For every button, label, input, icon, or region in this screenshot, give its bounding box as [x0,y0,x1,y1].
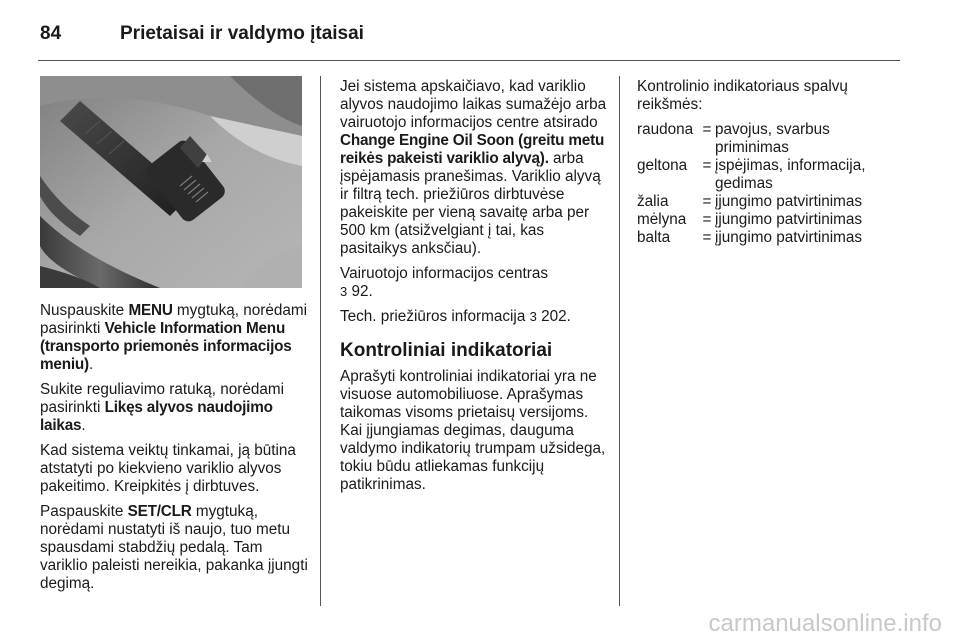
equals-sign: = [702,193,712,210]
text-span: mygtuką, norėdami pasirinkti [40,302,308,337]
table-row [637,121,907,157]
page-ref[interactable]: 92. [351,283,373,300]
paragraph-dic-ref [340,265,608,301]
color-name: žalia [637,193,669,210]
text-span: Vairuotojo informacijos centras [340,265,549,282]
color-name: mėlyna [637,211,687,228]
watermark: carmanualsonline.info [708,610,942,637]
text-span: Sukite reguliavimo ratuką, norėdami pasirinkti [40,381,285,416]
table-row [637,211,907,229]
set-clr-label: SET/CLR [127,503,192,520]
color-meaning: įjungimo patvirtinimas [715,193,863,210]
text-span: . [88,356,94,373]
equals-sign: = [702,121,712,138]
text-span: mygtuką, norėdami nustatyti iš naujo, tuo metu spausdami stabdžių pedalą. Tam variklio paleisti nereikia, pakanka įjungti degimą. [40,503,308,592]
color-name: raudona [637,121,694,138]
page-header [40,14,920,54]
change-oil-message: Change Engine Oil Soon (greitu metu reikės pakeisti variklio alyvą). [340,132,605,167]
page-title: Prietaisai ir valdymo įtaisai [120,23,364,44]
paragraph-oil-change [340,78,608,258]
paragraph-set-clr [40,503,310,593]
oil-life-label: Likęs alyvos naudojimo laikas [40,399,273,434]
page-ref-icon: 3 [340,284,348,299]
color-meaning-table [637,121,907,247]
color-meaning: įjungimo patvirtinimas [715,229,863,246]
header-rule [38,60,900,61]
equals-sign: = [702,157,712,174]
text-span: Paspauskite [40,503,128,520]
color-name: balta [637,229,671,246]
table-row [637,229,907,247]
color-meaning: įjungimo patvirtinimas [715,211,863,228]
equals-sign: = [702,229,712,246]
text-span: arba įspėjamasis pranešimas. Variklio alyvą ir filtrą tech. priežiūros dirbtuvėse pakeiskite per vieną savaitę arba per 500 km (atsižvelgiant į tai, kas pasitaikys anksčiau). [340,150,601,257]
page-ref[interactable]: 202. [541,308,571,325]
column-2 [340,78,608,501]
text-span: . [81,417,86,434]
paragraph-indicators: Aprašyti kontroliniai indikatoriai yra ne visuose automobiliuose. Aprašymas taikomas visoms prietaisų versijoms. Kai įjungiamas degimas, dauguma valdymo indikatorių trumpam užsidega, tokiu būdu atliekamas funkcijų patikrinimas. [340,368,606,493]
paragraph-reset-info: Kad sistema veiktų tinkamai, ją būtina atstatyti po kiekvieno variklio alyvos pakeitimo. Kreipkitės į dirbtuves. [40,442,296,495]
color-meaning: įspėjimas, informacija, gedimas [715,157,866,192]
table-row [637,157,907,193]
page-ref-icon: 3 [529,309,537,324]
menu-label: MENU [128,302,173,319]
equals-sign: = [702,211,712,228]
paragraph-oil-life [40,381,310,435]
color-name: geltona [637,157,688,174]
text-span: Nuspauskite [40,302,129,319]
color-meaning: pavojus, svarbus priminimas [715,121,830,156]
page-number: 84 [40,23,62,44]
vehicle-info-menu-label: Vehicle Information Menu (transporto priemonės informacijos meniu) [40,320,292,373]
colors-intro: Kontrolinio indikatoriaus spalvų reikšmės: [637,78,848,113]
paragraph-menu [40,302,310,374]
paragraph-service-ref [340,308,608,326]
table-row [637,193,907,211]
text-span: Tech. priežiūros informacija [340,308,526,325]
section-heading: Kontroliniai indikatoriai [340,340,553,361]
text-span: Jei sistema apskaičiavo, kad variklio alyvos naudojimo laikas sumažėjo arba vairuotojo informacijos centre atsirado [340,78,607,131]
stalk-photo [40,76,302,288]
column-1 [40,302,310,600]
column-divider-left [320,76,321,606]
column-divider-right [619,76,620,606]
column-3 [637,78,907,247]
